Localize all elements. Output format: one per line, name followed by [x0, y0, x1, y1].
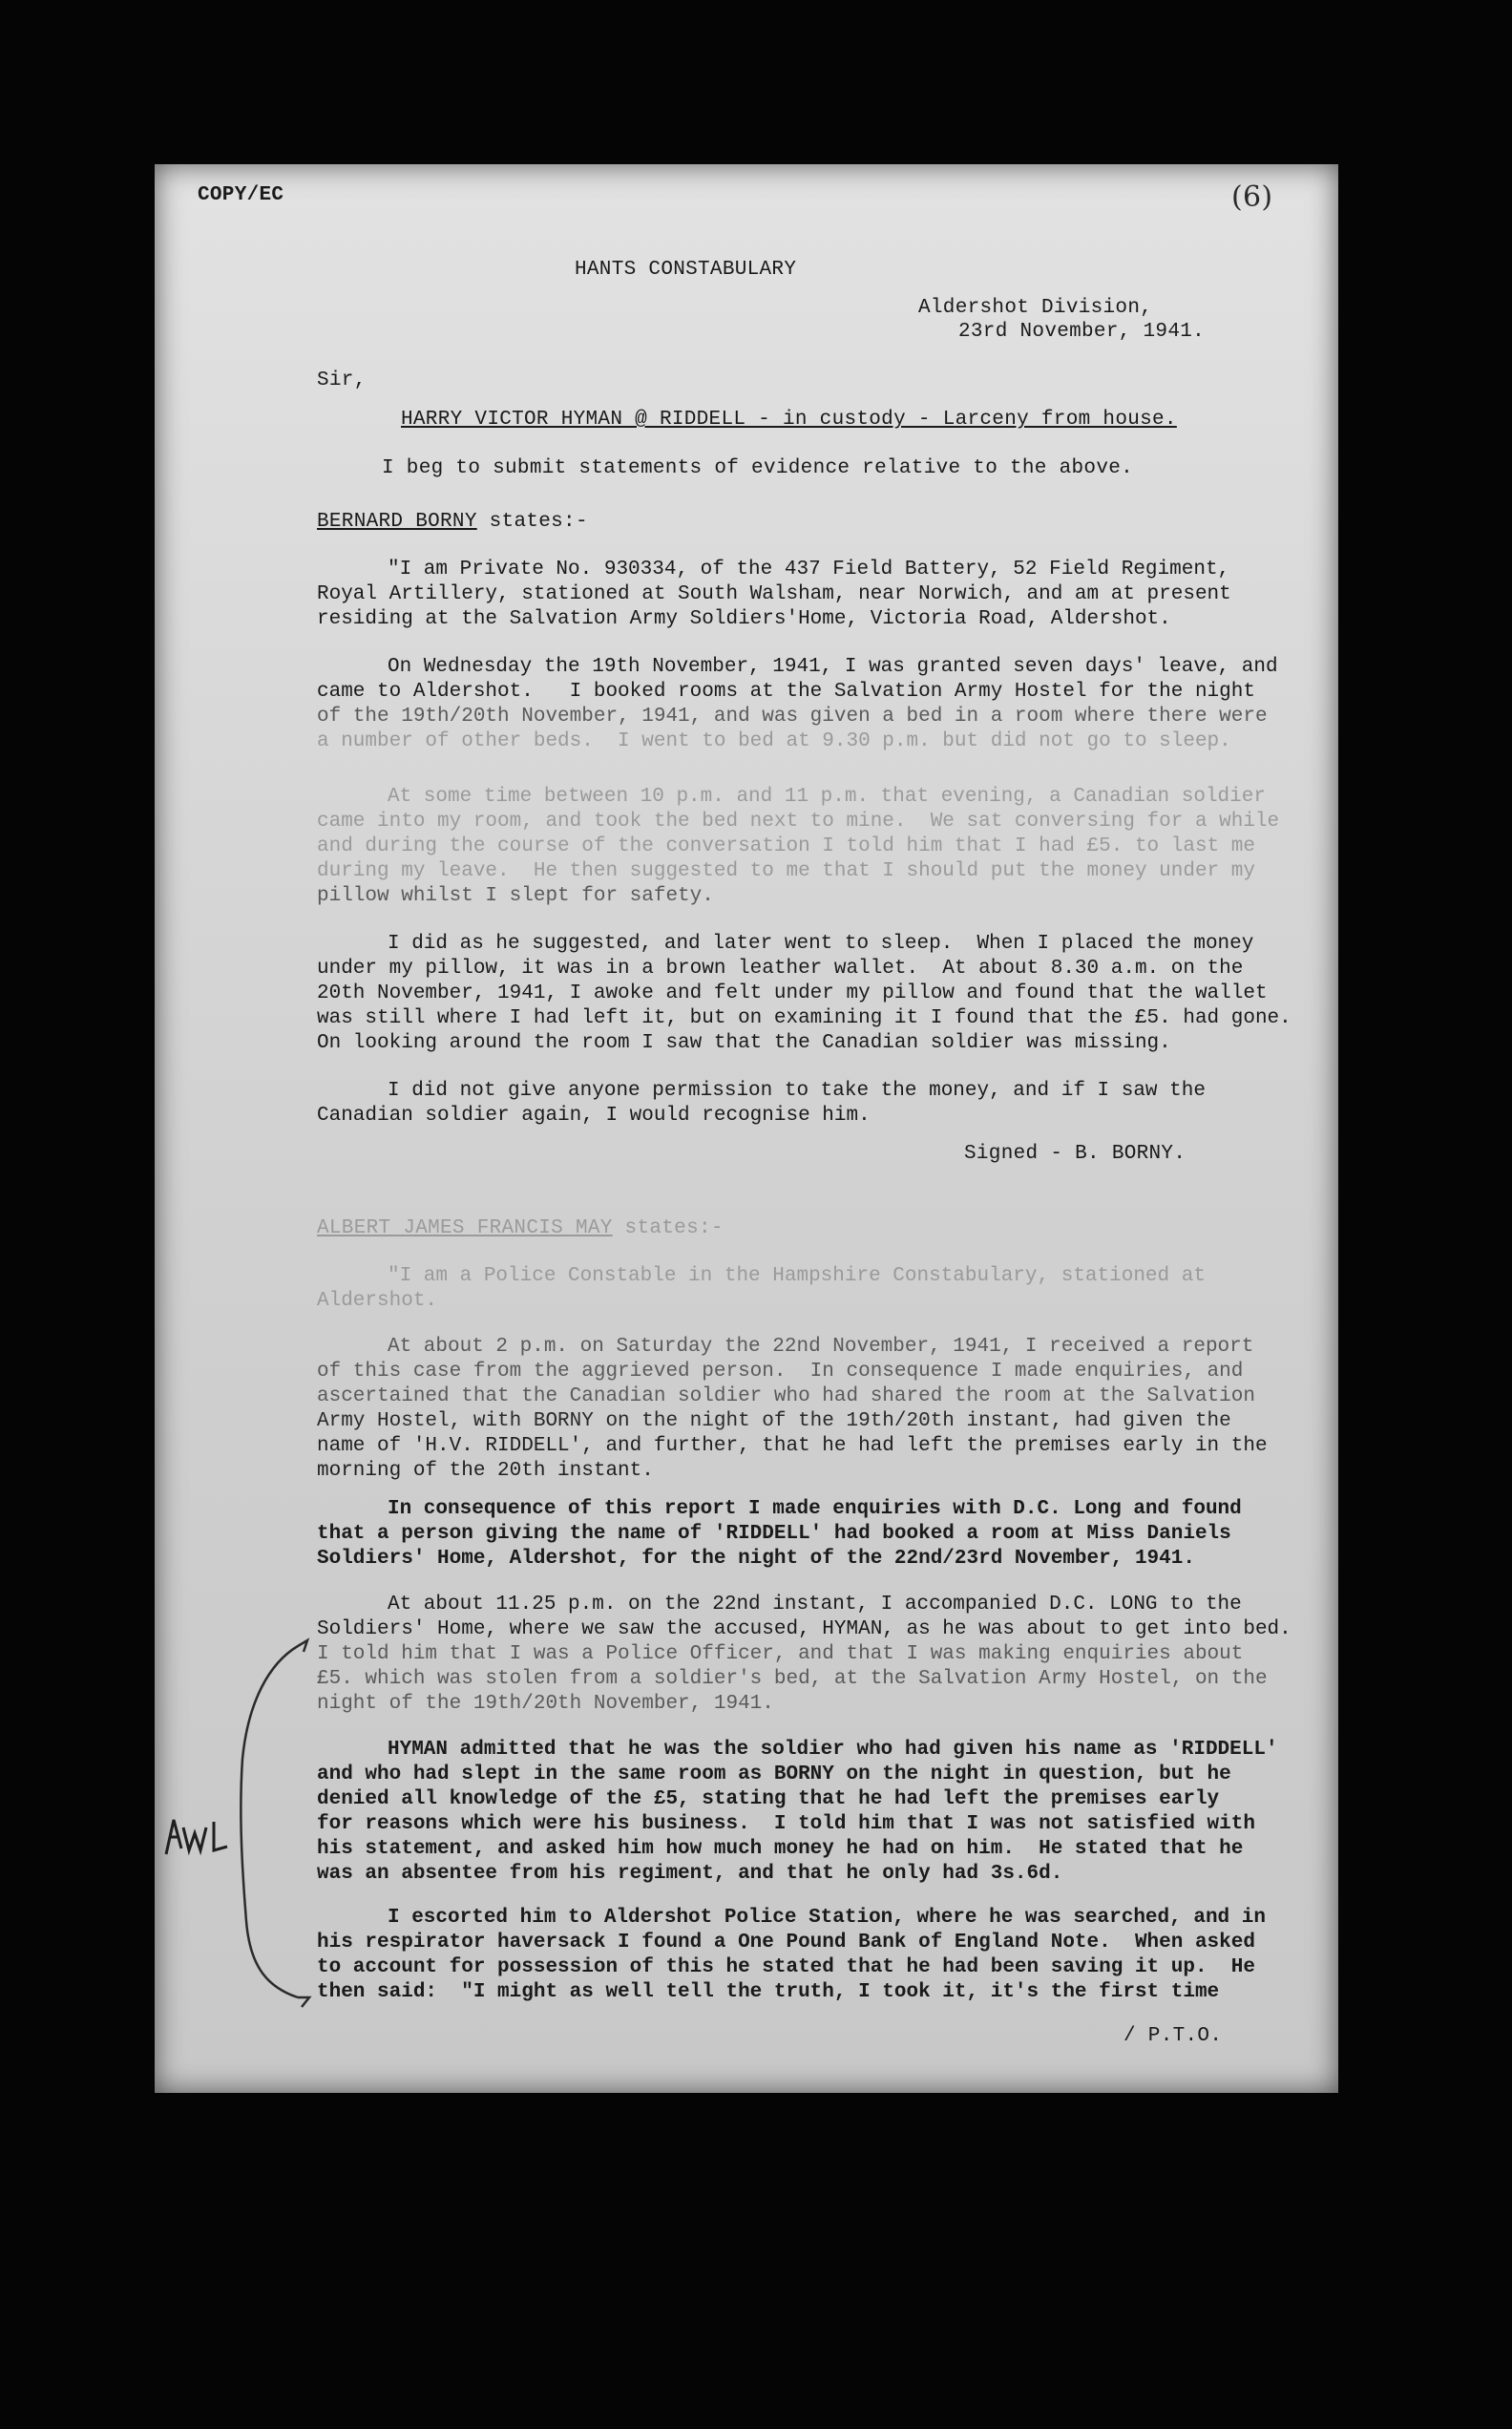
statement-1-paragraph: "I am Private No. 930334, of the 437 Field Battery, 52 Field Regiment, Royal Artillery, stationed at South Walsham, near Norwich, and am at present residing at the Salvation Army Soldiers'Home, Victoria Road, Aldershot.: [317, 559, 1231, 630]
pto-footer: / P.T.O.: [1124, 2025, 1223, 2047]
signature-line: Signed - B. BORNY.: [964, 1143, 1186, 1165]
intro-line: I beg to submit statements of evidence relative to the above.: [382, 457, 1134, 479]
statement-1-paragraph: I did as he suggested, and later went to sleep. When I placed the money under my pillow, it was in a brown leather wallet. At about 8.30 a.m. on the 20th November, 1941, I awoke and felt under my pillow and found that the wallet was still where I had left it, but on examining it I found that the £5. had gone. On looking around the room I saw that the Canadian soldier was missing.: [317, 933, 1292, 1054]
statement-1-paragraph: At some time between 10 p.m. and 11 p.m. that evening, a Canadian soldier came into my room, and took the bed next to mine. We sat conversing for a while and during the course of the conversation I told him that I had £5. to last me during my leave. He then suggested to me that I should put the money under my pillow whilst I slept for safety.: [317, 786, 1280, 907]
statement-2-paragraph: At about 2 p.m. on Saturday the 22nd November, 1941, I received a report of this case from the aggrieved person. In consequence I made enquiries, and ascertained that the Canadian soldier who had shared the room at the Salvation Army Hostel, with BORNY on the night of the 19th/20th instant, had given the name of 'H.V. RIDDELL', and further, that he had left the premises early in the morning of the 20th instant.: [317, 1336, 1268, 1482]
margin-bracket-annotation: [155, 1558, 346, 2093]
statement-1-paragraph: I did not give anyone permission to take the money, and if I saw the Canadian soldier again, I would recognise him.: [317, 1080, 1206, 1127]
letter-date: 23rd November, 1941.: [958, 321, 1206, 343]
statement-2-paragraph: I escorted him to Aldershot Police Station, where he was searched, and in his respirator haversack I found a One Pound Bank of England Note. When asked to account for possession of this he stated that he had been saving it up. He then said: "I might as well tell the truth, I took it, it's the first time: [317, 1907, 1266, 2003]
statement-2-paragraph: In consequence of this report I made enquiries with D.C. Long and found that a person giving the name of 'RIDDELL' had booked a room at Miss Daniels Soldiers' Home, Aldershot, for the night of the 22nd/23rd November, 1941.: [317, 1498, 1242, 1570]
copy-mark: COPY/EC: [198, 184, 284, 206]
statement-2-paragraph: HYMAN admitted that he was the soldier who had given his name as 'RIDDELL' and who had slept in the same room as BORNY on the night in question, but he denied all knowledge of the £5, stating that he had left the premises early for reasons which were his business. I told him that I was not satisfied with his statement, and asked him how much money he had on him. He stated that he was an absentee from his regiment, and that he only had 3s.6d.: [317, 1739, 1278, 1885]
statement-2-heading: ALBERT JAMES FRANCIS MAY states:-: [317, 1217, 724, 1239]
document-page: [155, 164, 1338, 2093]
statement-2-paragraph: "I am a Police Constable in the Hampshire Constabulary, stationed at Aldershot.: [317, 1265, 1206, 1312]
statement-1-paragraph: On Wednesday the 19th November, 1941, I was granted seven days' leave, and came to Aldershot. I booked rooms at the Salvation Army Hostel for the night of the 19th/20th November, 1941, and was given a bed in a room where there were a number of other beds. I went to bed at 9.30 p.m. but did not go to sleep.: [317, 656, 1278, 752]
page-number: (6): [1231, 180, 1273, 214]
statement-2-paragraph: At about 11.25 p.m. on the 22nd instant, I accompanied D.C. LONG to the Soldiers' Home, where we saw the accused, HYMAN, as he was about to get into bed. I told him that I was a Police Officer, and that I was making enquiries about £5. which was stolen from a soldier's bed, at the Salvation Army Hostel, on the night of the 19th/20th November, 1941.: [317, 1594, 1292, 1715]
division: Aldershot Division,: [918, 297, 1153, 319]
subject-line: HARRY VICTOR HYMAN @ RIDDELL - in custody - Larceny from house.: [401, 409, 1177, 431]
statement-1-heading: BERNARD BORNY states:-: [317, 511, 588, 533]
salutation: Sir,: [317, 370, 367, 391]
page-title: HANTS CONSTABULARY: [575, 259, 797, 281]
